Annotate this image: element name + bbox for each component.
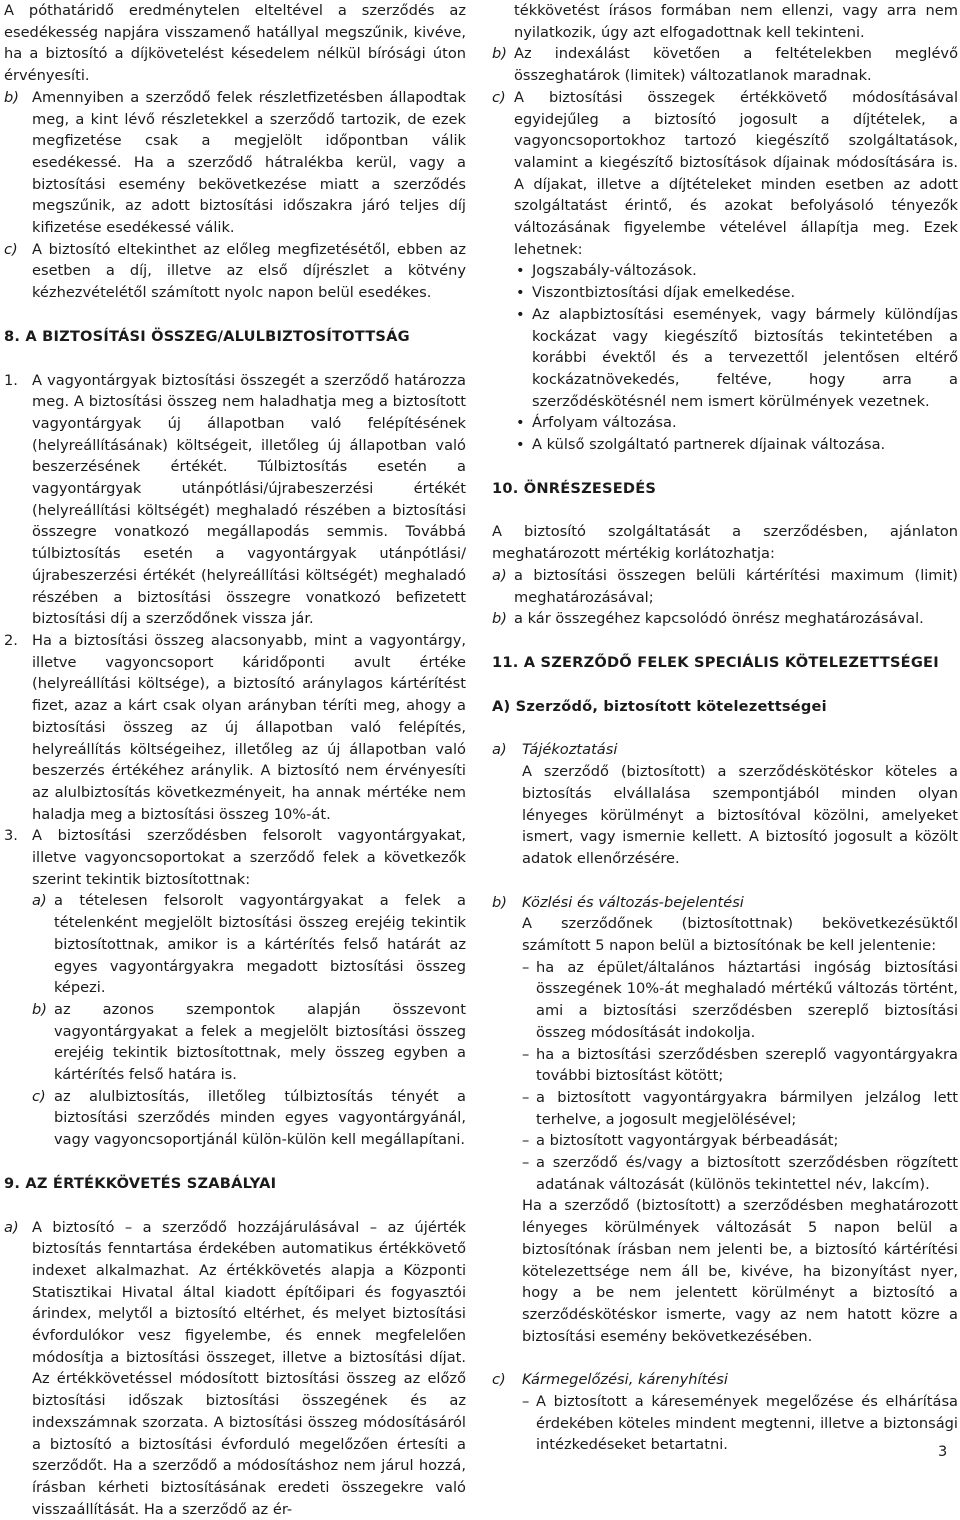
item-text: A vagyontárgyak biztosítási összegét a szerződő határozza meg. A biztosítási összeg nem haladhatja meg a biztosított vagyontárgyak új állapotban való felépítésének (helyreállításának) költségeit, illetőleg új állapotban való beszerzésének értékét. Túlbiztosítás esetén a vagyontárgyak utánpótlási/újrabeszerzési értékét (helyreállítási költségét) meghaladó részében a biztosítási összegre vonatkozó megállapodás semmis. Továbbá túlbiztosítás esetén a vagyontárgyak utánpótlási/újrabeszerzési értékét (helyreállítási költségét) meghaladó részében a biztosítási összegre vonatkozó befizetett biztosítási díj a szerződőnek vissza jár.: [32, 371, 466, 628]
obligation-title: Közlési és változás-bejelentési: [522, 893, 744, 911]
paragraph: A biztosító szolgáltatását a szerződésben, ajánlaton meghatározott mértékig korlátozhatja:: [492, 523, 958, 563]
obligation-a: [492, 739, 958, 869]
list-item-text: Amennyiben a szerződő felek részletfizetésben állapodtak meg, a kint lévő részletekkel a szerződő tartozik, de ezek megfizetése csak a megjelölt időpontban válik esedékessé. Ha a szerződő hátralékba kerül, vagy a biztosítási esemény bekövetkezése miatt a szerződés megszűnik, az adott biztosítási időszakra járó teljes díj kifizetése esedékessé válik.: [32, 88, 466, 237]
item-body: [32, 825, 466, 1151]
list-marker: c): [492, 88, 506, 106]
list-marker: b): [492, 45, 507, 63]
obligation-b: [492, 892, 958, 1348]
item-text: A biztosítási szerződésben felsorolt vagyontárgyakat, illetve vagyoncsoportokat a szerződő felek a következők szerint tekintik biztosítottnak:: [32, 827, 466, 888]
item-number: 2.: [4, 631, 18, 649]
sub-marker: a): [32, 892, 47, 910]
bullet-item: • Az alapbiztosítási események, vagy bármely különdíjas kockázat vagy kiegészítő biztosítás tekintetében a korábbi évektől és a tervezettől jelentősen eltérő kockázatnövekedés, feltéve, hogy arra a szerződéskötésnél nem ismert körülmények vezetnek.: [514, 304, 958, 413]
dash-item: – A biztosított a káresemények megelőzése és elhárítása érdekében köteles mindent megtenni, illetve a biztonsági intézkedéseket betartatni.: [522, 1391, 958, 1456]
obligation-title: Tájékoztatási: [522, 741, 618, 759]
dash-item: – a szerződő és/vagy a biztosított szerződésben rögzített adatának változását (különös tekintettel név, lakcím).: [522, 1152, 958, 1195]
list-item-b: [492, 43, 958, 86]
bullet-item: • Jogszabály-változások.: [514, 260, 958, 282]
list-marker: b): [492, 610, 507, 628]
list-item-text: Az indexálást követően a feltételekben meglévő összeghatárok (limitek) változatlanok maradnak.: [514, 45, 958, 85]
numbered-item-1: [4, 370, 466, 630]
obligation-title: Kármegelőzési, kárenyhítési: [522, 1371, 728, 1389]
item-text: Ha a biztosítási összeg alacsonyabb, mint a vagyontárgy, illetve vagyoncsoport káridőponti avult értéke (helyreállítási költsége), a biztosító aránylagos kártérítést fizet, azaz a kárt csak olyan arányban téríti meg, ahogy a biztosítási összeg az új állapotban való felépítés, helyreállítás költségeihez, illetőleg az új állapotban való beszerzés értékéhez aránylik. A biztosító nem érvényesíti az alulbiztosítás következményeit, ha annak mértéke nem haladja meg a biztosítási összeg 10%-át.: [32, 631, 466, 823]
dash-item: – ha a biztosítási szerződésben szereplő vagyontárgyakra további biztosítást kötött;: [522, 1044, 958, 1087]
obligation-body: [522, 892, 958, 1348]
sub-item-text: az alulbiztosítás, illetőleg túlbiztosítás tényét a biztosítási szerződés minden egyes vagyontárgyánál, vagy vagyoncsoportjánál külön-külön kell megállapítani.: [54, 1087, 466, 1149]
list-marker: a): [492, 741, 507, 759]
item-number: 1.: [4, 371, 18, 389]
section-heading-10: 10. ÖNRÉSZESEDÉS: [492, 479, 657, 497]
sub-item-a: [32, 890, 466, 999]
obligation-c: [492, 1369, 958, 1456]
subsection-heading: A) Szerződő, biztosított kötelezettségei: [492, 697, 827, 715]
dash-item: – a biztosított vagyontárgyakra bármilyen jelzálog lett terhelve, a jogosult megjelölésével;: [522, 1087, 958, 1130]
list-item-text: A biztosítási összegek értékkövető módosításával egyidejűleg a biztosító jogosult a díjtételek, a vagyoncsoportokhoz tartozó kiegészítő szolgáltatások, valamint a kiegészítő biztosítások díjainak módosítására is. A díjakat, illetve a díjtételeket minden esetben az adott szolgáltatást érintő, és azokat befolyásoló tényezők változásának figyelembe vételével állapítja meg. Ezek lehetnek:: [514, 88, 958, 258]
dash-item: – ha az épület/általános háztartási ingóság biztosítási összegének 10%-át meghaladó mértékű változás történt, ami a biztosítási szerződésben szereplő biztosítási összeg módosítását indokolja.: [522, 957, 958, 1044]
list-item-a: [4, 1217, 466, 1520]
obligation-body: [522, 1369, 958, 1456]
sub-item-b: [32, 999, 466, 1086]
obligation-body: [522, 739, 958, 869]
list-item-b: [4, 87, 466, 239]
bullet-item: • Viszontbiztosítási díjak emelkedése.: [514, 282, 958, 304]
continued-text: tékkövetést írásos formában nem ellenzi, vagy arra nem nyilatkozik, úgy azt elfogadottnak kell tekinteni.: [514, 2, 958, 41]
section-heading-11: 11. A SZERZŐDŐ FELEK SPECIÁLIS KÖTELEZETTSÉGEI: [492, 653, 939, 671]
bullet-item: • Árfolyam változása.: [514, 412, 958, 434]
section-heading-8: 8. A BIZTOSÍTÁSI ÖSSZEG/ALULBIZTOSÍTOTTSÁG: [4, 327, 410, 345]
left-column: [4, 0, 466, 1520]
numbered-item-3: [4, 825, 466, 1151]
list-item-c: [492, 87, 958, 456]
sub-item-text: a tételesen felsorolt vagyontárgyakat a felek a tételenként megjelölt biztosítási összeg erejéig tekintik biztosítottnak, amikor is a kártérítés felső határát az egyes vagyontárgyakra megadott biztosítási összeg képezi.: [54, 892, 466, 997]
paragraph: A póthatáridő eredménytelen elteltével a szerződés az esedékesség napjára visszamenő hatállyal megszűnik, kivéve, ha a biztosító a díjkövetelést késedelem nélkül bírósági úton érvényesíti.: [4, 2, 466, 85]
page-number: 3: [938, 1443, 948, 1460]
list-marker: c): [492, 1371, 506, 1389]
list-marker: b): [492, 893, 507, 911]
section-heading-9: 9. AZ ÉRTÉKKÖVETÉS SZABÁLYAI: [4, 1174, 277, 1192]
right-column: [492, 0, 958, 1456]
obligation-text: A szerződőnek (biztosítottnak) bekövetkezésüktől számított 5 napon belül a biztosítónak be kell jelentenie:: [522, 915, 958, 955]
sub-marker: c): [32, 1087, 46, 1105]
obligation-text: A szerződő (biztosított) a szerződéskötéskor köteles a biztosítás elvállalása szempontjából minden olyan lényeges körülményt a biztosítóval közölni, amelyeket ismert, vagy ismernie kellett. A biztosító jogosult a közölt adatok ellenőrzésére.: [522, 763, 958, 867]
obligation-text: Ha a szerződő (biztosított) a szerződésben meghatározott lényeges körülmények változását 5 napon belül a biztosítónak írásban nem jelenti be, a biztosító kártérítési kötelezettsége nem áll be, kivéve, ha bizonyítást nyer, hogy a be nem jelentett körülményt a biztosító a szerződéskötéskor ismerte, vagy az nem hatott közre a biztosítási esemény bekövetkezésében.: [522, 1197, 958, 1345]
sub-item-text: az azonos szempontok alapján összevont vagyontárgyakat a felek a megjelölt biztosítási összeg erejéig tekintik biztosítottnak, mely összeg egyben a kártérítés felső határa is.: [54, 1000, 466, 1084]
list-item-a: [492, 565, 958, 608]
list-item-c: [4, 239, 466, 304]
list-item-body: [514, 87, 958, 456]
list-item-b: [492, 608, 958, 630]
list-marker: a): [492, 566, 507, 584]
list-marker: b): [4, 88, 19, 106]
numbered-item-2: [4, 630, 466, 825]
dash-item: – a biztosított vagyontárgyak bérbeadását;: [522, 1130, 958, 1152]
list-item-text: a kár összegéhez kapcsolódó önrész meghatározásával.: [514, 610, 924, 628]
list-marker: a): [4, 1218, 19, 1236]
list-item-text: A biztosító eltekinthet az előleg megfizetésétől, ebben az esetben a díj, illetve az első díjrészlet a kötvény kézhezvételétől számított nyolc napon belül esedékes.: [32, 240, 466, 302]
sub-marker: b): [32, 1000, 47, 1018]
bullet-item: • A külső szolgáltató partnerek díjainak változása.: [514, 434, 958, 456]
list-item-text: a biztosítási összegen belüli kártérítési maximum (limit) meghatározásával;: [514, 566, 958, 606]
list-marker: c): [4, 240, 18, 258]
list-item-text: A biztosító – a szerződő hozzájárulásával – az újérték biztosítás fenntartása érdekében automatikus értékkövető indexet alkalmazhat. Az értékkövetés alapja a Központi Statisztikai Hivatal által kiadott építőipari és fogyasztói árindex, melytől a biztosító eltérhet, és melyet biztosítási évfordulókor vesz figyelembe, és ennek megfelelően módosítja a biztosítási összeget, illetve a biztosítási díjat. Az értékkövetéssel módosított biztosítási összeg az előző biztosítási időszak biztosítási összegének és az indexszámnak szorzata. A biztosítási összeg módosításáról a biztosító a biztosítási évforduló megelőzően értesíti a szerződőt. Ha a szerződő a módosításhoz nem járul hozzá, írásban kérheti biztosításának eredeti összegekre való visszaállítását. Ha a szerződő az ér-: [32, 1218, 466, 1518]
item-number: 3.: [4, 827, 18, 845]
sub-item-c: [32, 1086, 466, 1151]
